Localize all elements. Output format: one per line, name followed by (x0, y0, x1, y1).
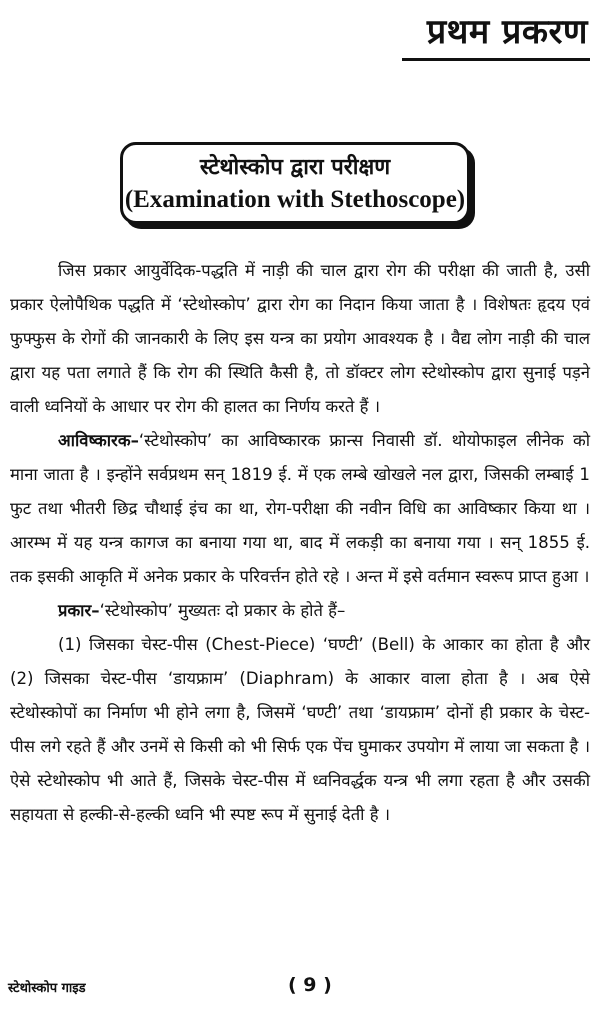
page-number: ( 9 ) (288, 974, 332, 996)
page-footer (8, 974, 592, 1000)
paragraph-inventor (10, 424, 590, 594)
paragraph-types-lead: प्रकार– (58, 601, 100, 620)
paragraph-inventor-text: ‘स्टेथोस्कोप’ का आविष्कारक फ्रान्स निवासी डॉ. थोयोफाइल लीनेक को माना जाता है । इन्होंने सर्वप्रथम सन् 1819 ई. में एक लम्बे खोखले नल द्वारा, जिसकी लम्बाई 1 फुट तथा भीतरी छिद्र चौथाई इंच का था, रोग-परीक्षा की नवीन विधि का आविष्कार किया था । आरम्भ में यह यन्त्र कागज का बनाया गया था, बाद में लकड़ी का बनाया गया । सन् 1855 ई. तक इसकी आकृति में अनेक प्रकार के परिवर्त्तन होते रहे । अन्त में इसे वर्तमान स्वरूप प्राप्त हुआ । (10, 431, 590, 586)
section-title-hindi: स्टेथोस्कोप द्वारा परीक्षण (199, 155, 391, 180)
footer-book-title: स्टेथोस्कोप गाइड (8, 981, 86, 996)
section-title-box (120, 142, 470, 224)
paragraph-inventor-lead: आविष्कारक– (58, 431, 139, 450)
paragraph-types-text: ‘स्टेथोस्कोप’ मुख्यतः दो प्रकार के होते हैं– (99, 601, 346, 620)
chapter-heading-underline (402, 58, 590, 61)
paragraph-chest-piece: (1) जिसका चेस्ट-पीस (Chest-Piece) ‘घण्टी’ (Bell) के आकार का होता है और (2) जिसका चेस्ट-पीस ‘डायफ्राम’ (Diaphram) के आकार वाला होता है । अब ऐसे स्टेथोस्कोपों का निर्माण भी होने लगा है, जिसमें ‘घण्टी’ तथा ‘डायफ्राम’ दोनों ही प्रकार के चेस्ट-पीस लगे रहते हैं और उनमें से किसी को भी सिर्फ एक पेंच घुमाकर उपयोग में लाया जा सकता है । ऐसे स्टेथोस्कोप भी आते हैं, जिसके चेस्ट-पीस में ध्वनिवर्द्धक यन्त्र भी लगा रहता है और उसकी सहायता से हल्की-से-हल्की ध्वनि भी स्पष्ट रूप में सुनाई देती है । (10, 635, 590, 824)
section-title-english: (Examination with Stethoscope) (124, 186, 466, 213)
body-text (10, 254, 590, 832)
chapter-heading: प्रथम प्रकरण (426, 12, 588, 52)
paragraph-introduction: जिस प्रकार आयुर्वेदिक-पद्धति में नाड़ी की चाल द्वारा रोग की परीक्षा की जाती है, उसी प्रकार ऐलोपैथिक पद्धति में ‘स्टेथोस्कोप’ द्वारा रोग का निदान किया जाता है । विशेषतः हृदय एवं फुफ्फुस के रोगों की जानकारी के लिए इस यन्त्र का प्रयोग आवश्यक है । वैद्य लोग नाड़ी की चाल द्वारा यह पता लगाते हैं कि रोग की स्थिति कैसी है, तो डॉक्टर लोग स्टेथोस्कोप द्वारा सुनाई पड़ने वाली ध्वनियों के आधार पर रोग की हालत का निर्णय करते हैं । (10, 261, 590, 416)
paragraph-types (10, 594, 590, 628)
